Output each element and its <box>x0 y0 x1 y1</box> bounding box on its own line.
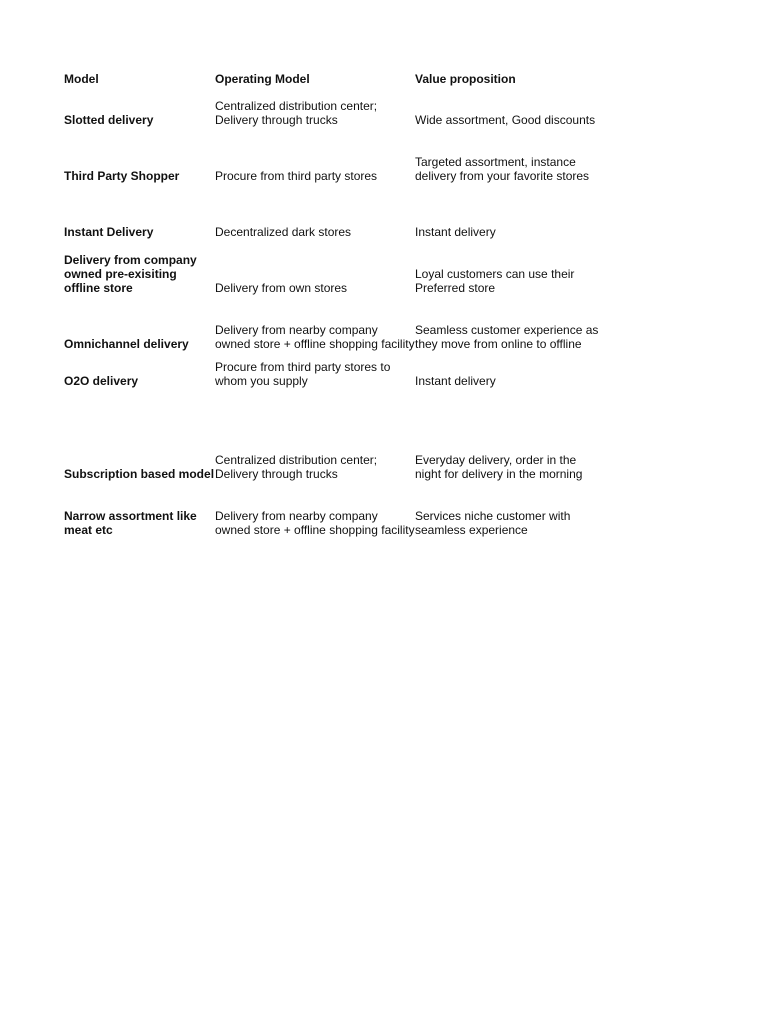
model-cell: Narrow assortment like meat etc <box>64 509 197 537</box>
value-proposition-cell: Targeted assortment, instance delivery from your favorite stores <box>415 155 590 183</box>
table-row <box>64 239 604 295</box>
operating-model-cell: Delivery from nearby company owned store + offline shopping facility <box>215 323 415 351</box>
model-cell: Slotted delivery <box>64 113 154 127</box>
operating-model-cell: Procure from third party stores to whom you supply <box>215 360 391 388</box>
operating-model-cell: Decentralized dark stores <box>215 225 352 239</box>
model-cell: O2O delivery <box>64 374 139 388</box>
value-proposition-cell: Everyday delivery, order in the night for delivery in the morning <box>415 453 583 481</box>
delivery-models-table <box>64 70 604 537</box>
operating-model-cell: Centralized distribution center; Delivery through trucks <box>215 99 378 127</box>
value-proposition-cell: Services niche customer with seamless experience <box>415 509 571 537</box>
table-row <box>64 86 604 127</box>
value-proposition-cell: Wide assortment, Good discounts <box>415 113 596 127</box>
header-row <box>64 70 604 86</box>
operating-model-cell: Delivery from nearby company owned store + offline shopping facility <box>215 509 415 537</box>
operating-model-cell: Delivery from own stores <box>215 281 348 295</box>
model-cell: Delivery from company owned pre-exisiting offline store <box>64 253 197 295</box>
value-proposition-cell: Instant delivery <box>415 374 496 388</box>
header-operating-model: Operating Model <box>215 72 310 86</box>
table-row <box>64 388 604 481</box>
header-model: Model <box>64 72 99 86</box>
value-proposition-cell: Loyal customers can use their Preferred store <box>415 267 575 295</box>
model-cell: Instant Delivery <box>64 225 154 239</box>
value-proposition-cell: Seamless customer experience as they move from online to offline <box>415 323 599 351</box>
model-cell: Third Party Shopper <box>64 169 180 183</box>
model-cell: Subscription based model <box>64 467 215 481</box>
table-row <box>64 481 604 537</box>
table-row <box>64 127 604 183</box>
table-row <box>64 183 604 239</box>
table-row <box>64 351 604 388</box>
header-value-proposition: Value proposition <box>415 72 516 86</box>
value-proposition-cell: Instant delivery <box>415 225 496 239</box>
operating-model-cell: Procure from third party stores <box>215 169 378 183</box>
table-row <box>64 295 604 351</box>
spreadsheet-page <box>64 70 604 537</box>
model-cell: Omnichannel delivery <box>64 337 189 351</box>
operating-model-cell: Centralized distribution center; Delivery through trucks <box>215 453 378 481</box>
